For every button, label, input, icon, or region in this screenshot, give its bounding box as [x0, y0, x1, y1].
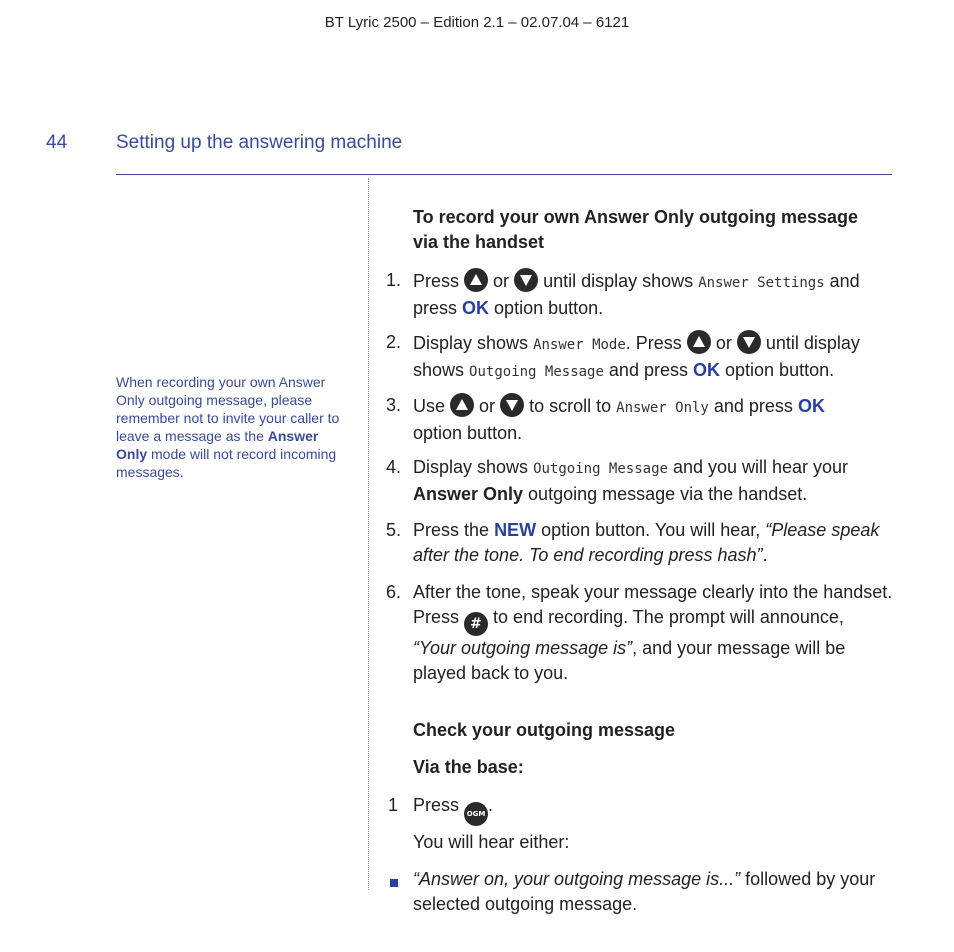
step-2-text-d: shows — [413, 360, 465, 380]
check-step-number: 1 — [388, 795, 399, 815]
ok-label: OK — [462, 298, 490, 318]
step-2-text-c: until display — [765, 333, 860, 353]
sidebar-note — [116, 373, 348, 481]
bullet-text-line-2: selected outgoing message. — [413, 894, 638, 914]
record-heading-line2: via the handset — [413, 232, 545, 252]
step-5-number: 5. — [386, 520, 402, 540]
step-6-text-a: Press — [413, 607, 460, 627]
step-1-display-text: Answer Settings — [698, 275, 825, 291]
hash-key-icon: # — [464, 612, 488, 636]
step-3-or: or — [479, 396, 496, 416]
step-3-number: 3. — [386, 395, 402, 415]
step-5-text-b: option button. You will hear, — [541, 520, 761, 540]
step-3-text-c: and press — [713, 396, 793, 416]
down-arrow-icon — [500, 393, 524, 417]
step-2-number: 2. — [386, 332, 402, 352]
step-5-text-a: Press the — [413, 520, 490, 540]
step-2-text-e: and press — [608, 360, 688, 380]
step-5-quote-1: “Please speak — [765, 520, 880, 540]
step-1-text-e: option button. — [494, 298, 604, 318]
down-arrow-icon — [514, 268, 538, 292]
bullet-quote: “Answer on, your outgoing message is...” — [413, 869, 741, 889]
bullet-marker — [390, 879, 398, 887]
step-4-text-a: Display shows — [413, 457, 529, 477]
step-3 — [413, 393, 898, 446]
section-title: Setting up the answering machine — [116, 132, 403, 153]
bullet-text: followed by your — [745, 869, 876, 889]
hear-text: You will hear either: — [413, 832, 570, 852]
step-4 — [413, 455, 898, 507]
step-6-line-4: played back to you. — [413, 663, 569, 683]
step-1-text-b: until display shows — [543, 271, 694, 291]
step-3-text-d: option button. — [413, 423, 523, 443]
step-1-or: or — [493, 271, 510, 291]
step-2-text-b: . Press — [625, 333, 682, 353]
step-3-text-a: Use — [413, 396, 446, 416]
up-arrow-icon — [687, 330, 711, 354]
down-arrow-icon — [737, 330, 761, 354]
step-1-text-c: and — [829, 271, 860, 291]
column-divider — [368, 178, 369, 890]
step-5 — [413, 518, 898, 568]
step-6-text-b: to end recording. The prompt will announce, — [493, 607, 844, 627]
step-1 — [413, 268, 898, 321]
step-2 — [413, 330, 898, 385]
step-1-number: 1. — [386, 270, 402, 290]
check-subheading: Via the base: — [413, 757, 524, 777]
check-step-end: . — [488, 795, 494, 815]
step-6-number: 6. — [386, 582, 402, 602]
step-6-quote: “Your outgoing message is” — [413, 638, 633, 658]
check-heading: Check your outgoing message — [413, 720, 676, 740]
step-5-end: . — [762, 545, 768, 565]
step-2-text-f: option button. — [725, 360, 835, 380]
step-4-number: 4. — [386, 457, 402, 477]
title-rule — [116, 174, 892, 175]
step-6-text-c: , and your message will be — [632, 638, 846, 658]
step-2-display-text-2: Outgoing Message — [469, 364, 604, 380]
step-2-display-text-1: Answer Mode — [533, 337, 626, 353]
step-3-display-text: Answer Only — [616, 400, 709, 416]
step-1-text-a: Press — [413, 271, 460, 291]
step-4-text-c: outgoing message via the handset. — [528, 484, 808, 504]
ogm-button-icon: OGM — [464, 802, 488, 826]
step-6-line-1: After the tone, speak your message clearly into the handset. — [413, 582, 893, 602]
check-step — [413, 793, 898, 826]
step-6 — [413, 580, 898, 686]
step-4-text-b: and you will hear your — [672, 457, 849, 477]
ok-label: OK — [693, 360, 720, 380]
up-arrow-icon — [450, 393, 474, 417]
bullet-item — [413, 867, 898, 917]
step-4-display-text: Outgoing Message — [533, 461, 668, 477]
step-2-text-a: Display shows — [413, 333, 529, 353]
check-step-text: Press — [413, 795, 460, 815]
step-1-text-d: press — [413, 298, 458, 318]
ok-label: OK — [797, 396, 825, 416]
step-2-or: or — [715, 333, 732, 353]
page-number: 44 — [46, 132, 68, 153]
step-3-text-b: to scroll to — [529, 396, 612, 416]
up-arrow-icon — [464, 268, 488, 292]
note-text-2: mode will not record incoming messages. — [116, 446, 337, 480]
record-heading-line1: To record your own Answer Only outgoing message — [413, 207, 859, 227]
note-bold: Answer Only — [116, 428, 319, 462]
note-text-1: When recording your own Answer Only outgoing message, please remember not to invite your caller to leave a message as the — [116, 374, 340, 444]
edition-header: BT Lyric 2500 – Edition 2.1 – 02.07.04 – 6121 — [324, 14, 630, 31]
step-5-quote-2: after the tone. To end recording press hash” — [413, 545, 763, 565]
new-label: NEW — [494, 520, 537, 540]
step-4-bold: Answer Only — [413, 484, 524, 504]
